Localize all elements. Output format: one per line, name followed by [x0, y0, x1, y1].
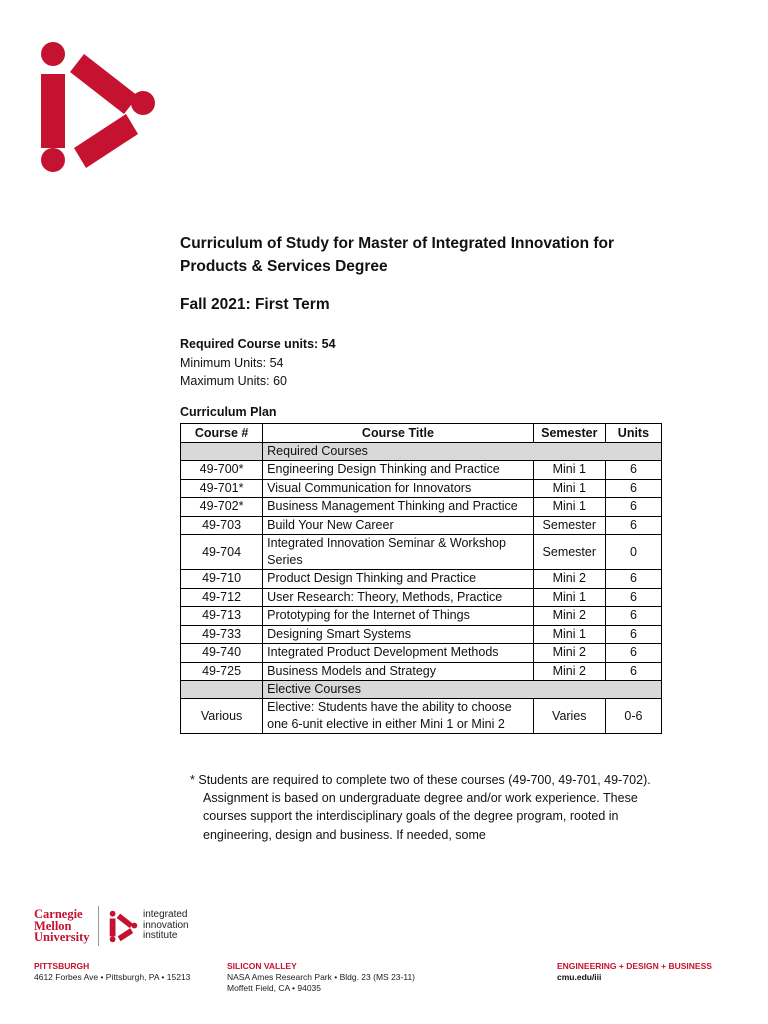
- course-title-cell: User Research: Theory, Methods, Practice: [263, 588, 534, 607]
- table-row: [181, 588, 662, 607]
- curriculum-table: [180, 423, 662, 734]
- integrated-innovation-logo-icon: [34, 38, 158, 172]
- units-cell: 6: [605, 588, 661, 607]
- units-cell: 0-6: [605, 699, 661, 734]
- semester-cell: Mini 2: [533, 607, 605, 626]
- course-title-cell: Product Design Thinking and Practice: [263, 570, 534, 589]
- section-spacer: [181, 443, 263, 461]
- table-row: [181, 479, 662, 498]
- course-number-cell: 49-740: [181, 644, 263, 663]
- units-cell: 6: [605, 644, 661, 663]
- silicon-valley-address: [227, 961, 415, 994]
- semester-cell: Varies: [533, 699, 605, 734]
- table-row: [181, 607, 662, 626]
- footnote-marker: *: [190, 773, 195, 787]
- cmu-logo-line: Carnegie: [34, 907, 83, 921]
- table-row: [181, 570, 662, 589]
- course-title-cell: Elective: Students have the ability to choose one 6-unit elective in either Mini 1 or Mini 2: [263, 699, 534, 734]
- iii-logo-text: [143, 910, 189, 942]
- units-cell: 6: [605, 498, 661, 517]
- cmu-logo-line: University: [34, 930, 90, 944]
- course-number-cell: 49-700*: [181, 461, 263, 480]
- course-title-cell: Prototyping for the Internet of Things: [263, 607, 534, 626]
- course-title-cell: Engineering Design Thinking and Practice: [263, 461, 534, 480]
- course-title-cell: Designing Smart Systems: [263, 625, 534, 644]
- units-cell: 6: [605, 516, 661, 535]
- address-line: NASA Ames Research Park • Bldg. 23 (MS 23-11): [227, 972, 416, 982]
- course-number-cell: 49-733: [181, 625, 263, 644]
- section-label: Elective Courses: [263, 681, 662, 699]
- units-cell: 6: [605, 625, 661, 644]
- iii-logo-line: integrated: [143, 909, 188, 920]
- semester-cell: Mini 2: [533, 570, 605, 589]
- course-title-cell: Build Your New Career: [263, 516, 534, 535]
- table-body: [181, 443, 662, 734]
- course-number-cell: 49-704: [181, 535, 263, 570]
- column-header-units: Units: [605, 424, 661, 443]
- table-row: [181, 662, 662, 681]
- units-cell: 6: [605, 607, 661, 626]
- table-row: [181, 535, 662, 570]
- table-header-row: [181, 424, 662, 443]
- website-link[interactable]: cmu.edu/iii: [557, 972, 602, 982]
- units-cell: 6: [605, 479, 661, 498]
- required-units: Required Course units: 54: [180, 337, 336, 351]
- footer-divider: [98, 906, 99, 946]
- section-label: Required Courses: [263, 443, 662, 461]
- iii-logo-line: innovation: [143, 919, 189, 931]
- cmu-logo-line: Mellon: [34, 918, 72, 933]
- minimum-units: Minimum Units: 54: [180, 355, 284, 370]
- column-header-title: Course Title: [263, 424, 534, 443]
- semester-cell: Mini 2: [533, 662, 605, 681]
- course-number-cell: 49-701*: [181, 479, 263, 498]
- course-title-cell: Business Models and Strategy: [263, 662, 534, 681]
- column-header-semester: Semester: [533, 424, 605, 443]
- table-row: [181, 516, 662, 535]
- cmu-logo: [34, 909, 92, 944]
- semester-cell: Mini 1: [533, 461, 605, 480]
- course-title-cell: Integrated Product Development Methods: [263, 644, 534, 663]
- tagline-heading: ENGINEERING + DESIGN + BUSINESS: [557, 961, 712, 971]
- course-number-cell: 49-710: [181, 570, 263, 589]
- address-line: Moffett Field, CA • 94035: [227, 983, 322, 993]
- curriculum-plan-label: Curriculum Plan: [180, 405, 277, 419]
- table-row: [181, 498, 662, 517]
- tagline: [557, 961, 712, 983]
- iii-logo-line: institute: [143, 930, 178, 941]
- course-number-cell: 49-725: [181, 662, 263, 681]
- footnote: [190, 771, 653, 844]
- units-cell: 0: [605, 535, 661, 570]
- term-heading: Fall 2021: First Term: [180, 296, 330, 313]
- footnote-text: Students are required to complete two of these courses (49-700, 49-701, 49-702). Assignment is based on undergraduate degree and/or work experience. These courses support the interdisciplinary goals of the degree program, rooted in engineering, design and business. If needed, some: [198, 773, 651, 842]
- units-summary: [180, 335, 336, 391]
- semester-cell: Mini 1: [533, 625, 605, 644]
- units-cell: 6: [605, 570, 661, 589]
- iii-logo-icon: [108, 909, 138, 943]
- pittsburgh-address: [34, 961, 190, 983]
- semester-cell: Mini 1: [533, 498, 605, 517]
- semester-cell: Mini 1: [533, 588, 605, 607]
- address-heading: PITTSBURGH: [34, 961, 90, 971]
- course-number-cell: 49-703: [181, 516, 263, 535]
- semester-cell: Semester: [533, 535, 605, 570]
- table-row: [181, 461, 662, 480]
- column-header-course: Course #: [181, 424, 263, 443]
- table-row: [181, 644, 662, 663]
- address-heading: SILICON VALLEY: [227, 961, 297, 971]
- course-title-cell: Visual Communication for Innovators: [263, 479, 534, 498]
- units-cell: 6: [605, 461, 661, 480]
- course-number-cell: 49-713: [181, 607, 263, 626]
- maximum-units: Maximum Units: 60: [180, 374, 287, 388]
- course-number-cell: 49-712: [181, 588, 263, 607]
- semester-cell: Mini 2: [533, 644, 605, 663]
- semester-cell: Semester: [533, 516, 605, 535]
- course-number-cell: Various: [181, 699, 263, 734]
- table-row: [181, 625, 662, 644]
- semester-cell: Mini 1: [533, 479, 605, 498]
- section-row: [181, 443, 662, 461]
- address-line: 4612 Forbes Ave • Pittsburgh, PA • 15213: [34, 972, 191, 982]
- section-spacer: [181, 681, 263, 699]
- course-title-cell: Business Management Thinking and Practice: [263, 498, 534, 517]
- course-title-cell: Integrated Innovation Seminar & Workshop Series: [263, 535, 534, 570]
- document-title: Curriculum of Study for Master of Integrated Innovation for Products & Services Degree: [180, 235, 615, 275]
- course-number-cell: 49-702*: [181, 498, 263, 517]
- units-cell: 6: [605, 662, 661, 681]
- section-row: [181, 681, 662, 699]
- table-row: [181, 699, 662, 734]
